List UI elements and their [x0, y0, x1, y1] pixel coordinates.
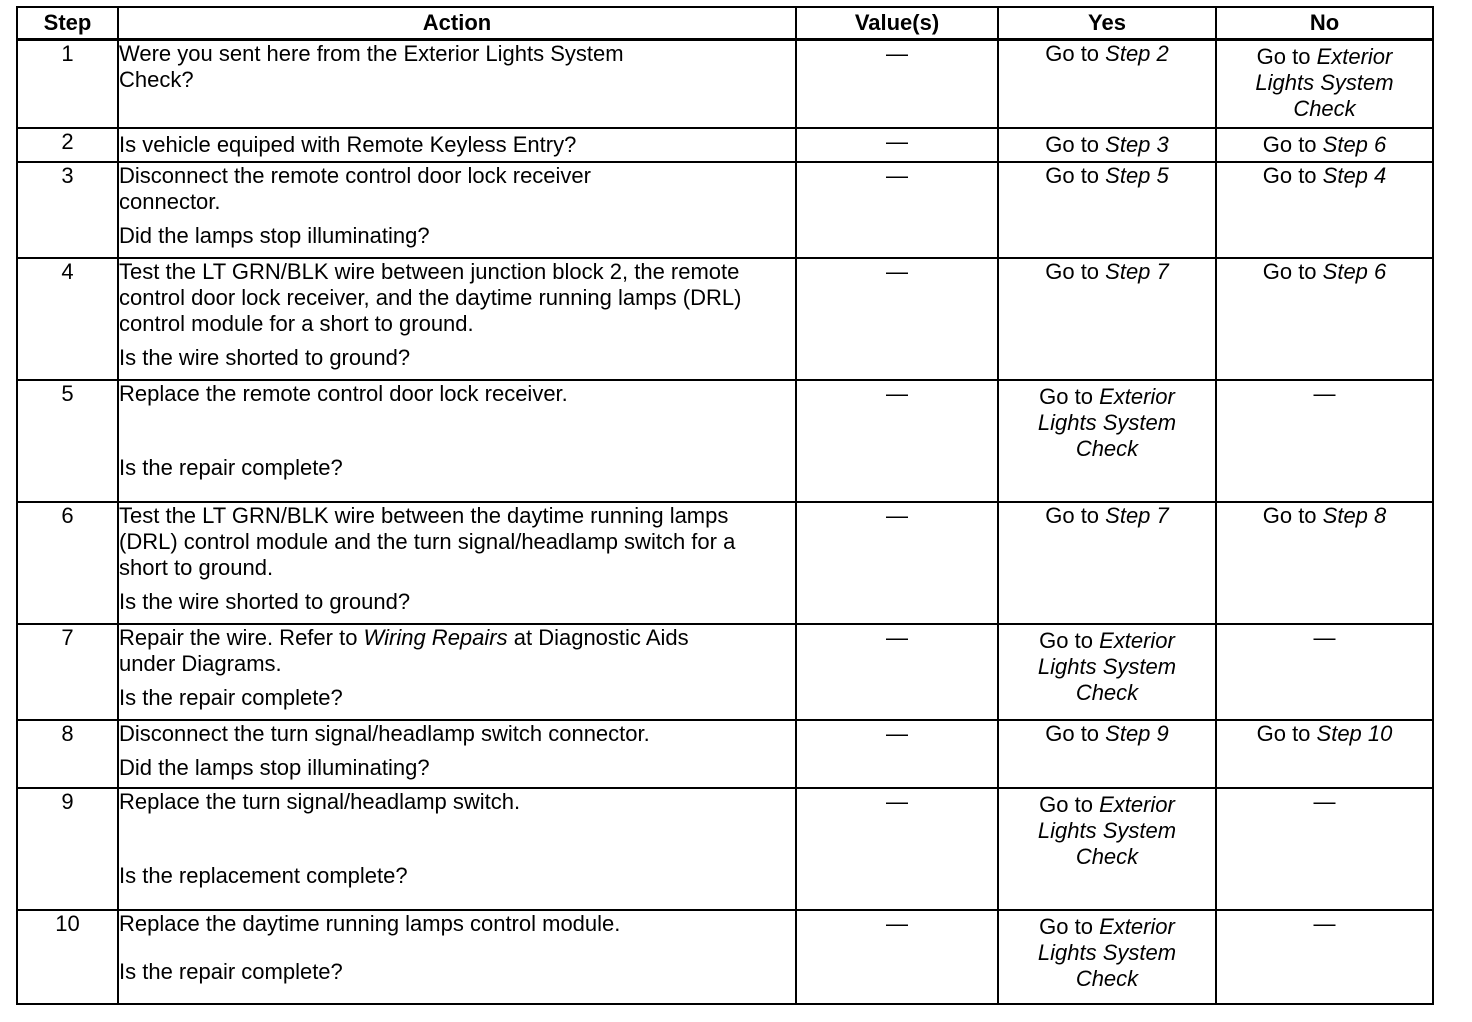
yes-link: Exterior Lights System Check	[1037, 913, 1177, 991]
yes-cell	[998, 380, 1216, 502]
table-row	[17, 624, 1433, 720]
action-question: Did the lamps stop illuminating?	[119, 222, 430, 248]
no-text: Go to	[1262, 131, 1323, 157]
yes-cell	[998, 40, 1216, 128]
yes-cell	[998, 788, 1216, 910]
yes-cell	[998, 910, 1216, 1004]
yes-link: Step 3	[1105, 131, 1169, 157]
table-row	[17, 502, 1433, 624]
action-cell	[118, 788, 796, 910]
action-cell	[118, 380, 796, 502]
value-cell: —	[796, 128, 998, 162]
action-text	[119, 625, 739, 677]
no-cell: —	[1216, 788, 1433, 910]
table-row	[17, 162, 1433, 258]
value-cell: —	[796, 624, 998, 720]
yes-text: Go to	[1045, 258, 1106, 284]
yes-link: Exterior Lights System Check	[1037, 383, 1177, 461]
yes-text: Go to	[1045, 720, 1106, 746]
action-text: Disconnect the turn signal/headlamp switch connector.	[119, 720, 650, 746]
action-cell	[118, 720, 796, 788]
header-step: Step	[17, 7, 118, 40]
yes-cell	[998, 624, 1216, 720]
yes-cell	[998, 162, 1216, 258]
action-question: Is the repair complete?	[119, 454, 343, 480]
table-row	[17, 128, 1433, 162]
header-yes: Yes	[998, 7, 1216, 40]
no-cell: —	[1216, 910, 1433, 1004]
no-cell	[1216, 128, 1433, 162]
action-question: Is the wire shorted to ground?	[119, 588, 411, 614]
action-text: Replace the turn signal/headlamp switch.	[119, 788, 521, 814]
step-number: 3	[17, 162, 118, 258]
action-text-part: at Diagnostic Aids under Diagrams.	[119, 624, 689, 676]
action-question: Is the replacement complete?	[119, 862, 408, 888]
yes-text: Go to	[1045, 502, 1106, 528]
no-text: Go to	[1262, 502, 1323, 528]
no-link: Step 6	[1322, 258, 1387, 284]
step-number: 2	[17, 128, 118, 162]
table-row	[17, 258, 1433, 380]
yes-cell	[998, 128, 1216, 162]
action-cell	[118, 128, 796, 162]
value-cell: —	[796, 910, 998, 1004]
value-cell: —	[796, 502, 998, 624]
wiring-repairs-ref: Wiring Repairs	[363, 624, 508, 650]
step-number: 9	[17, 788, 118, 910]
yes-cell	[998, 502, 1216, 624]
action-cell	[118, 162, 796, 258]
diagnostic-table	[16, 6, 1434, 1005]
header-no: No	[1216, 7, 1433, 40]
yes-cell	[998, 720, 1216, 788]
value-cell: —	[796, 162, 998, 258]
yes-text: Go to	[1039, 627, 1100, 653]
action-cell	[118, 502, 796, 624]
no-link: Exterior Lights System Check	[1255, 44, 1394, 121]
action-text: Test the LT GRN/BLK wire between junction block 2, the remote control door lock receiver, and the daytime running lamps (DRL) control module for a short to ground.	[119, 258, 742, 336]
action-text-part: Repair the wire. Refer to	[119, 624, 364, 650]
action-question: Did the lamps stop illuminating?	[119, 754, 430, 780]
no-text: Go to	[1262, 258, 1323, 284]
yes-text: Go to	[1045, 131, 1106, 157]
action-question: Is the repair complete?	[119, 958, 343, 984]
value-cell: —	[796, 40, 998, 128]
yes-text: Go to	[1045, 41, 1106, 66]
step-number: 8	[17, 720, 118, 788]
no-cell	[1216, 40, 1433, 128]
action-question: Is the repair complete?	[119, 684, 343, 710]
yes-text: Go to	[1039, 913, 1100, 939]
action-text: Test the LT GRN/BLK wire between the daytime running lamps (DRL) control module and the turn signal/headlamp switch for a short to ground.	[119, 502, 736, 580]
no-link: Step 6	[1322, 131, 1387, 157]
yes-link: Exterior Lights System Check	[1037, 627, 1177, 705]
action-text: Is vehicle equiped with Remote Keyless Entry?	[119, 131, 577, 157]
no-text: Go to	[1256, 720, 1317, 746]
value-cell: —	[796, 258, 998, 380]
yes-text: Go to	[1039, 383, 1100, 409]
action-question: Is the wire shorted to ground?	[119, 344, 411, 370]
yes-cell	[998, 258, 1216, 380]
step-number: 5	[17, 380, 118, 502]
yes-link: Exterior Lights System Check	[1037, 791, 1177, 869]
action-text: Were you sent here from the Exterior Lights System Check?	[119, 41, 624, 92]
no-cell: —	[1216, 624, 1433, 720]
no-cell	[1216, 162, 1433, 258]
action-text: Disconnect the remote control door lock receiver connector.	[119, 162, 591, 214]
no-cell	[1216, 720, 1433, 788]
table-row	[17, 40, 1433, 128]
table-row	[17, 380, 1433, 502]
no-text: Go to	[1262, 162, 1323, 188]
no-link: Step 4	[1322, 162, 1387, 188]
yes-link: Step 7	[1105, 258, 1169, 284]
step-number: 7	[17, 624, 118, 720]
no-text: Go to	[1256, 44, 1317, 69]
header-row	[17, 7, 1433, 40]
yes-link: Step 9	[1105, 720, 1169, 746]
yes-link: Step 5	[1105, 162, 1169, 188]
no-cell	[1216, 502, 1433, 624]
no-cell: —	[1216, 380, 1433, 502]
table-row	[17, 788, 1433, 910]
action-cell	[118, 624, 796, 720]
value-cell: —	[796, 380, 998, 502]
step-number: 6	[17, 502, 118, 624]
yes-text: Go to	[1039, 791, 1100, 817]
action-cell	[118, 40, 796, 128]
action-cell	[118, 258, 796, 380]
action-text: Replace the daytime running lamps control module.	[119, 910, 621, 936]
no-cell	[1216, 258, 1433, 380]
yes-link: Step 2	[1105, 41, 1169, 66]
step-number: 10	[17, 910, 118, 1004]
step-number: 4	[17, 258, 118, 380]
header-values: Value(s)	[796, 7, 998, 40]
table-row	[17, 910, 1433, 1004]
no-link: Step 10	[1316, 720, 1393, 746]
value-cell: —	[796, 788, 998, 910]
action-text: Replace the remote control door lock receiver.	[119, 380, 568, 406]
step-number: 1	[17, 40, 118, 128]
yes-text: Go to	[1045, 162, 1106, 188]
yes-link: Step 7	[1105, 502, 1169, 528]
table-row	[17, 720, 1433, 788]
header-action: Action	[118, 7, 796, 40]
value-cell: —	[796, 720, 998, 788]
action-cell	[118, 910, 796, 1004]
no-link: Step 8	[1322, 502, 1387, 528]
